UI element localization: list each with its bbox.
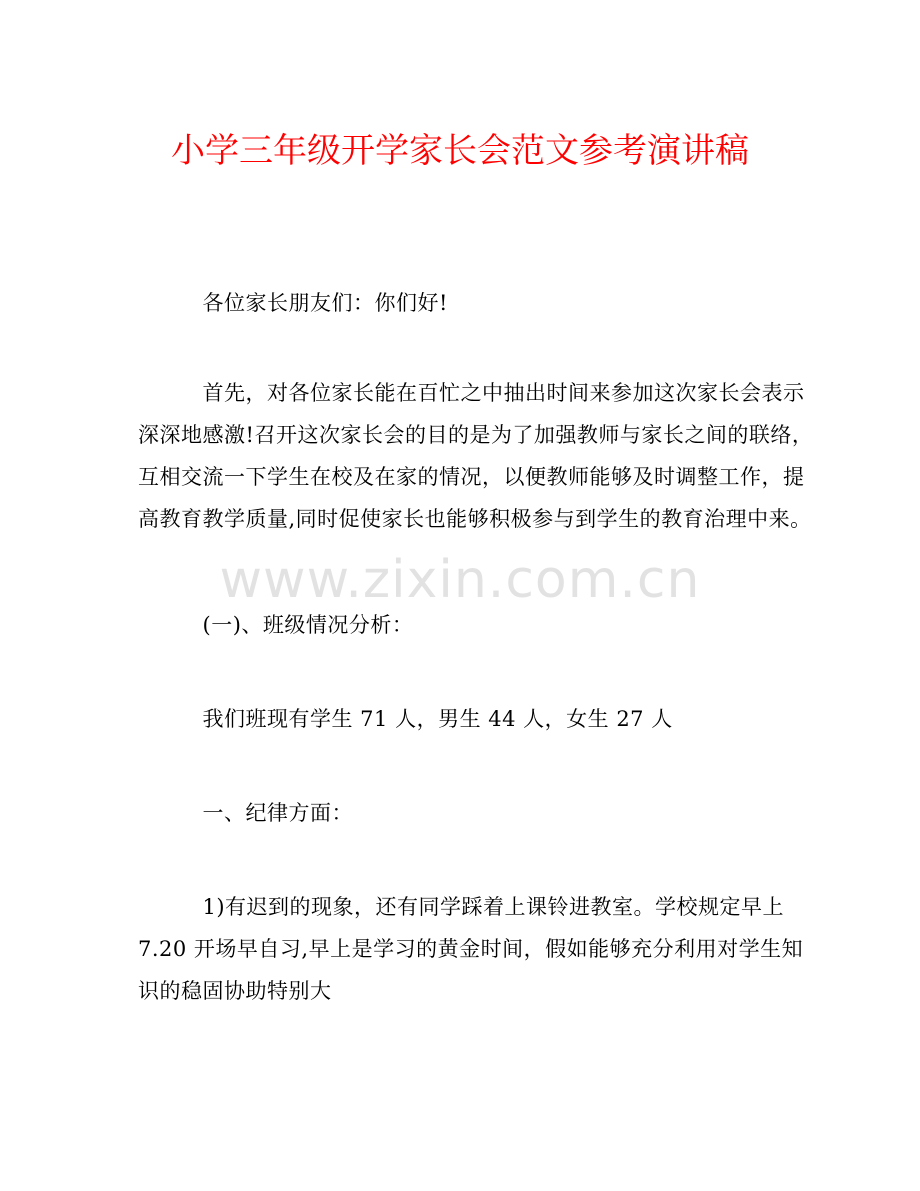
paragraph-line: 互相交流一下学生在校及在家的情况，以便教师能够及时调整工作，提 bbox=[138, 465, 805, 489]
watermark: www.zixin.com.cn bbox=[219, 550, 701, 610]
paragraph-line: 1)有迟到的现象，还有同学踩着上课铃进教室。学校规定早上 bbox=[138, 895, 785, 919]
discipline-paragraph bbox=[138, 886, 804, 1012]
intro-paragraph bbox=[138, 372, 814, 540]
paragraph-line: 我们班现有学生 71 人，男生 44 人，女生 27 人 bbox=[138, 707, 673, 731]
document-title: 小学三年级开学家长会范文参考演讲稿 bbox=[171, 131, 749, 171]
greeting-paragraph bbox=[138, 282, 794, 324]
paragraph-line: 7.20 开场早自习,早上是学习的黄金时间，假如能够充分利用对学生知 bbox=[138, 937, 804, 961]
paragraph-line: (一)、班级情况分析： bbox=[138, 613, 414, 637]
paragraph-line: 深深地感激!召开这次家长会的目的是为了加强教师与家长之间的联络， bbox=[138, 423, 814, 447]
section-heading-discipline bbox=[138, 792, 794, 834]
class-stats-paragraph bbox=[138, 698, 794, 740]
paragraph-line: 一、纪律方面： bbox=[138, 801, 353, 825]
section-heading-class-analysis bbox=[138, 604, 794, 646]
paragraph-line: 各位家长朋友们：你们好! bbox=[138, 291, 448, 315]
paragraph-line: 识的稳固协助特别大 bbox=[138, 979, 332, 1003]
paragraph-line: 高教育教学质量,同时促使家长也能够积极参与到学生的教育治理中来。 bbox=[138, 507, 812, 531]
paragraph-line: 首先，对各位家长能在百忙之中抽出时间来参加这次家长会表示 bbox=[138, 381, 805, 405]
